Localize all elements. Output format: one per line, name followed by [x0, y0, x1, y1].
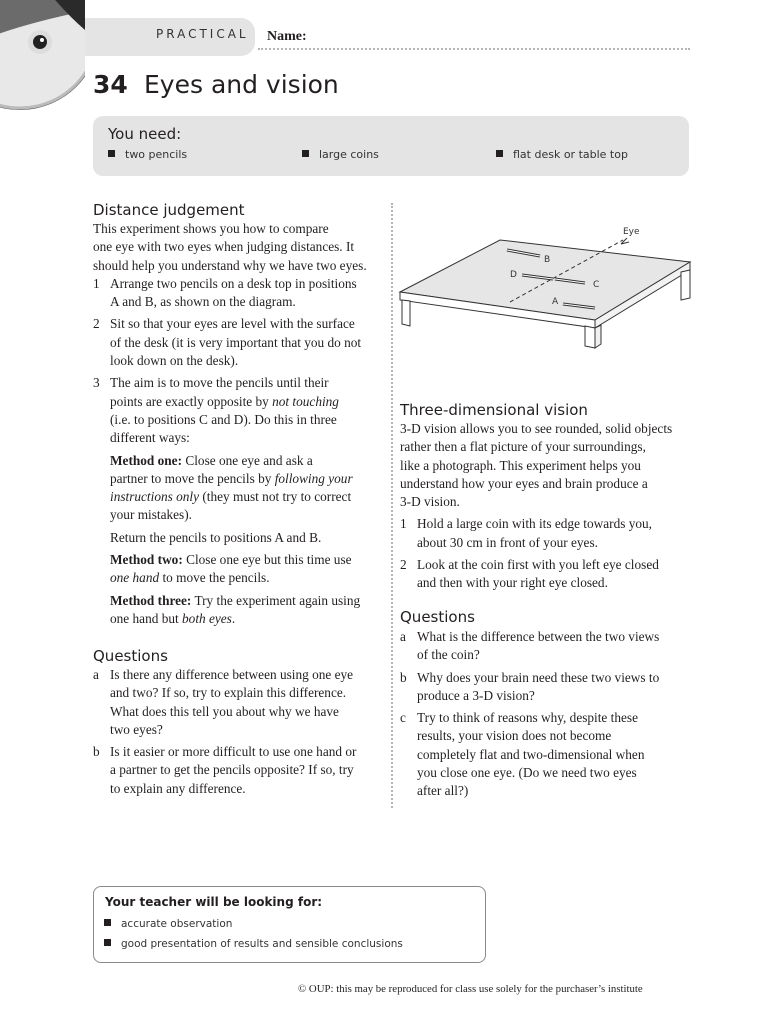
step-1: 1 Arrange two pencils on a desk top in positions A and B, as shown on the diagram.	[93, 275, 357, 310]
step-1: 1 Hold a large coin with its edge towards you, about 30 cm in front of your eyes.	[400, 516, 652, 550]
desk-diagram	[395, 220, 695, 350]
need-item: two pencils	[108, 148, 187, 161]
bullet-icon	[496, 150, 503, 157]
bullet-icon	[302, 150, 309, 157]
section-heading-3d: Three-dimensional vision	[400, 401, 588, 419]
teacher-criteria-title: Your teacher will be looking for:	[105, 895, 323, 909]
questions-heading-right: Questions	[400, 608, 475, 626]
practical-label: PRACTICAL	[156, 27, 249, 41]
eye-label: Eye	[623, 227, 640, 237]
bullet-icon	[104, 939, 111, 946]
pencil-label-b: B	[544, 255, 551, 265]
questions-right	[400, 628, 695, 801]
question-b: b Is it easier or more difficult to use one hand or a partner to get the pencils opposite? If so, try to explain any difference.	[93, 744, 357, 796]
pencil-label-a: A	[552, 297, 559, 307]
need-item: flat desk or table top	[496, 148, 628, 161]
question-a: a What is the difference between the two views of the coin?	[400, 629, 660, 663]
step-2: 2 Look at the coin first with you left eye closed and then with your right eye closed.	[400, 557, 659, 591]
step-2: 2 Sit so that your eyes are level with the surface of the desk (it is very important that you do not look down on the desk).	[93, 316, 362, 369]
criteria-item: good presentation of results and sensible conclusions	[104, 938, 403, 950]
you-need-title: You need:	[108, 125, 182, 143]
practical-number: 34	[93, 70, 128, 99]
question-c: c Try to think of reasons why, despite these results, your vision does not become completely flat and two-dimensional when you close one eye. (Do we need two eyes after all?)	[400, 710, 645, 799]
pencil-label-c: C	[593, 280, 600, 290]
questions-heading-left: Questions	[93, 647, 168, 665]
page-title: Eyes and vision	[144, 70, 339, 99]
section-heading-distance: Distance judgement	[93, 201, 245, 219]
three-d-section: 3-D vision allows you to see rounded, solid objects rather then a flat picture of your surroundings, like a photograph. This experiment helps you understand how your eyes and brain produce a 3-D vision. 1 Hold a large coin with its edge towards you, about 30 cm in front of your eyes. 2 Look at the coin first with you left eye closed and then with your right eye closed.	[400, 420, 695, 593]
question-a: a Is there any difference between using one eye and two? If so, try to explain this difference. What does this tell you about why we have two eyes?	[93, 667, 354, 737]
bullet-icon	[104, 919, 111, 926]
pencil-label-d: D	[510, 270, 517, 280]
criteria-item: accurate observation	[104, 918, 232, 930]
name-field[interactable]	[258, 48, 690, 50]
you-need-box	[93, 116, 689, 176]
name-label: Name:	[267, 29, 307, 44]
toucan-photo	[0, 0, 85, 110]
copyright-footer: © OUP: this may be reproduced for class use solely for the purchaser’s institute	[298, 983, 643, 995]
column-divider	[391, 203, 393, 808]
step-3: 3 The aim is to move the pencils until their points are exactly opposite by not touching (i.e. to positions C and D). Do this in three different ways: Method one: Close one eye and ask a partner to move the pencils by following your instructions only (they must not try to correct your mistakes). Return the pencils to positions A and B. Method two: Close one eye but this time use one hand to move the pencils. Method three: Try the experiment again using one hand but both eyes.	[93, 375, 361, 626]
distance-section: This experiment shows you how to compare one eye with two eyes when judging distances. It should help you understand why we have two eyes. 1 Arrange two pencils on a desk top in positions A and B, as shown on the diagram. 2 Sit so that your eyes are level with the surface of the desk (it is very important that you do not look down on the desk). 3 The aim is to move the pencils until their points are exactly opposite by not touching (i.e. to positions C and D). Do this in three different ways: Method one: Close one eye and ask a partner to move the pencils by following your instructions only (they must not try to correct your mistakes). Return the pencils to positions A and B. Method two: Close one eye but this time use one hand to move the pencils. Method three: Try the experiment again using one hand but both eyes.	[93, 220, 388, 628]
questions-left	[93, 666, 388, 798]
need-item: large coins	[302, 148, 379, 161]
question-b: b Why does your brain need these two views to produce a 3-D vision?	[400, 669, 660, 703]
bullet-icon	[108, 150, 115, 157]
